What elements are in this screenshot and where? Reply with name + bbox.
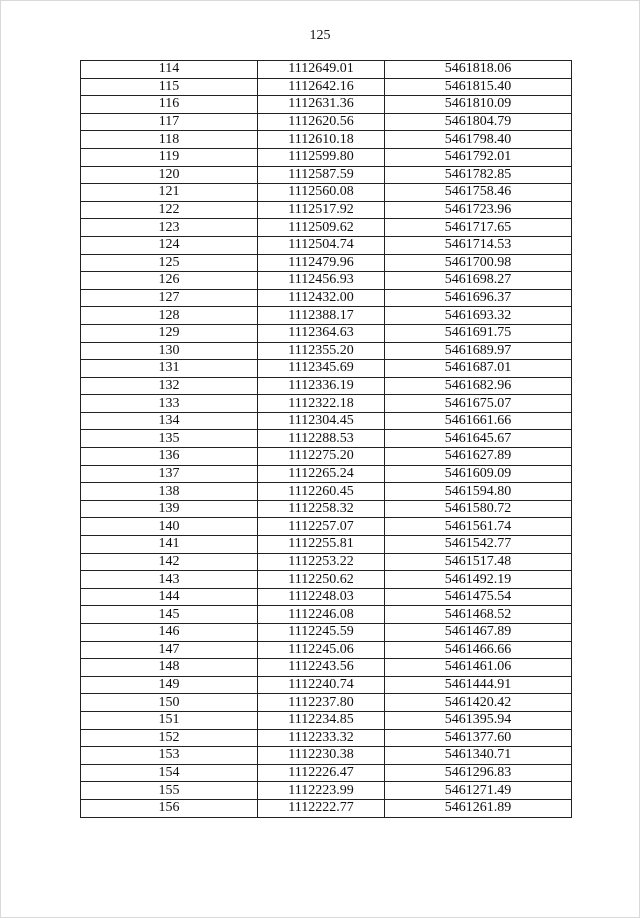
y-coordinate-cell: 5461792.01 <box>385 148 572 166</box>
y-coordinate-cell: 5461717.65 <box>385 219 572 237</box>
x-coordinate-cell: 1112649.01 <box>258 61 385 79</box>
x-coordinate-cell: 1112560.08 <box>258 184 385 202</box>
x-coordinate-cell: 1112246.08 <box>258 606 385 624</box>
y-coordinate-cell: 5461420.42 <box>385 694 572 712</box>
x-coordinate-cell: 1112234.85 <box>258 711 385 729</box>
table-row <box>81 571 572 589</box>
point-number-cell: 114 <box>81 61 258 79</box>
table-row <box>81 430 572 448</box>
x-coordinate-cell: 1112237.80 <box>258 694 385 712</box>
table-row <box>81 289 572 307</box>
point-number-cell: 121 <box>81 184 258 202</box>
y-coordinate-cell: 5461475.54 <box>385 588 572 606</box>
point-number-cell: 135 <box>81 430 258 448</box>
x-coordinate-cell: 1112245.59 <box>258 624 385 642</box>
table-row <box>81 518 572 536</box>
table-row <box>81 201 572 219</box>
table-row <box>81 377 572 395</box>
table-row <box>81 782 572 800</box>
y-coordinate-cell: 5461517.48 <box>385 553 572 571</box>
x-coordinate-cell: 1112248.03 <box>258 588 385 606</box>
table-row <box>81 272 572 290</box>
point-number-cell: 118 <box>81 131 258 149</box>
table-row <box>81 96 572 114</box>
x-coordinate-cell: 1112517.92 <box>258 201 385 219</box>
point-number-cell: 138 <box>81 483 258 501</box>
y-coordinate-cell: 5461340.71 <box>385 747 572 765</box>
point-number-cell: 156 <box>81 799 258 817</box>
y-coordinate-cell: 5461758.46 <box>385 184 572 202</box>
table-row <box>81 166 572 184</box>
table-row <box>81 61 572 79</box>
point-number-cell: 131 <box>81 360 258 378</box>
point-number-cell: 144 <box>81 588 258 606</box>
x-coordinate-cell: 1112388.17 <box>258 307 385 325</box>
y-coordinate-cell: 5461645.67 <box>385 430 572 448</box>
table-row <box>81 465 572 483</box>
y-coordinate-cell: 5461395.94 <box>385 711 572 729</box>
table-row <box>81 483 572 501</box>
y-coordinate-cell: 5461687.01 <box>385 360 572 378</box>
table-row <box>81 747 572 765</box>
point-number-cell: 150 <box>81 694 258 712</box>
y-coordinate-cell: 5461580.72 <box>385 500 572 518</box>
x-coordinate-cell: 1112233.32 <box>258 729 385 747</box>
y-coordinate-cell: 5461693.32 <box>385 307 572 325</box>
point-number-cell: 154 <box>81 764 258 782</box>
point-number-cell: 141 <box>81 536 258 554</box>
y-coordinate-cell: 5461296.83 <box>385 764 572 782</box>
table-row <box>81 500 572 518</box>
y-coordinate-cell: 5461696.37 <box>385 289 572 307</box>
x-coordinate-cell: 1112226.47 <box>258 764 385 782</box>
y-coordinate-cell: 5461594.80 <box>385 483 572 501</box>
table-row <box>81 676 572 694</box>
x-coordinate-cell: 1112253.22 <box>258 553 385 571</box>
y-coordinate-cell: 5461609.09 <box>385 465 572 483</box>
x-coordinate-cell: 1112620.56 <box>258 113 385 131</box>
x-coordinate-cell: 1112345.69 <box>258 360 385 378</box>
y-coordinate-cell: 5461700.98 <box>385 254 572 272</box>
point-number-cell: 129 <box>81 324 258 342</box>
table-row <box>81 553 572 571</box>
point-number-cell: 137 <box>81 465 258 483</box>
table-row <box>81 641 572 659</box>
y-coordinate-cell: 5461810.09 <box>385 96 572 114</box>
table-row <box>81 588 572 606</box>
y-coordinate-cell: 5461798.40 <box>385 131 572 149</box>
y-coordinate-cell: 5461815.40 <box>385 78 572 96</box>
x-coordinate-cell: 1112275.20 <box>258 448 385 466</box>
point-number-cell: 127 <box>81 289 258 307</box>
point-number-cell: 117 <box>81 113 258 131</box>
point-number-cell: 147 <box>81 641 258 659</box>
x-coordinate-cell: 1112642.16 <box>258 78 385 96</box>
coordinates-table-body <box>81 61 572 818</box>
y-coordinate-cell: 5461444.91 <box>385 676 572 694</box>
x-coordinate-cell: 1112250.62 <box>258 571 385 589</box>
x-coordinate-cell: 1112587.59 <box>258 166 385 184</box>
y-coordinate-cell: 5461461.06 <box>385 659 572 677</box>
x-coordinate-cell: 1112504.74 <box>258 236 385 254</box>
point-number-cell: 132 <box>81 377 258 395</box>
point-number-cell: 130 <box>81 342 258 360</box>
x-coordinate-cell: 1112509.62 <box>258 219 385 237</box>
x-coordinate-cell: 1112432.00 <box>258 289 385 307</box>
x-coordinate-cell: 1112223.99 <box>258 782 385 800</box>
point-number-cell: 145 <box>81 606 258 624</box>
y-coordinate-cell: 5461377.60 <box>385 729 572 747</box>
x-coordinate-cell: 1112364.63 <box>258 324 385 342</box>
x-coordinate-cell: 1112456.93 <box>258 272 385 290</box>
table-row <box>81 711 572 729</box>
y-coordinate-cell: 5461689.97 <box>385 342 572 360</box>
table-row <box>81 307 572 325</box>
x-coordinate-cell: 1112240.74 <box>258 676 385 694</box>
point-number-cell: 146 <box>81 624 258 642</box>
y-coordinate-cell: 5461542.77 <box>385 536 572 554</box>
table-row <box>81 113 572 131</box>
table-row <box>81 606 572 624</box>
x-coordinate-cell: 1112265.24 <box>258 465 385 483</box>
table-row <box>81 236 572 254</box>
y-coordinate-cell: 5461698.27 <box>385 272 572 290</box>
x-coordinate-cell: 1112258.32 <box>258 500 385 518</box>
x-coordinate-cell: 1112245.06 <box>258 641 385 659</box>
y-coordinate-cell: 5461818.06 <box>385 61 572 79</box>
y-coordinate-cell: 5461561.74 <box>385 518 572 536</box>
point-number-cell: 152 <box>81 729 258 747</box>
x-coordinate-cell: 1112336.19 <box>258 377 385 395</box>
point-number-cell: 124 <box>81 236 258 254</box>
table-row <box>81 799 572 817</box>
point-number-cell: 143 <box>81 571 258 589</box>
y-coordinate-cell: 5461492.19 <box>385 571 572 589</box>
point-number-cell: 128 <box>81 307 258 325</box>
x-coordinate-cell: 1112304.45 <box>258 412 385 430</box>
point-number-cell: 126 <box>81 272 258 290</box>
y-coordinate-cell: 5461627.89 <box>385 448 572 466</box>
point-number-cell: 122 <box>81 201 258 219</box>
table-row <box>81 412 572 430</box>
x-coordinate-cell: 1112255.81 <box>258 536 385 554</box>
y-coordinate-cell: 5461682.96 <box>385 377 572 395</box>
y-coordinate-cell: 5461804.79 <box>385 113 572 131</box>
x-coordinate-cell: 1112243.56 <box>258 659 385 677</box>
table-row <box>81 360 572 378</box>
x-coordinate-cell: 1112222.77 <box>258 799 385 817</box>
table-row <box>81 729 572 747</box>
y-coordinate-cell: 5461261.89 <box>385 799 572 817</box>
point-number-cell: 148 <box>81 659 258 677</box>
table-row <box>81 148 572 166</box>
table-row <box>81 324 572 342</box>
y-coordinate-cell: 5461271.49 <box>385 782 572 800</box>
x-coordinate-cell: 1112631.36 <box>258 96 385 114</box>
page-number: 125 <box>309 28 331 43</box>
y-coordinate-cell: 5461675.07 <box>385 395 572 413</box>
x-coordinate-cell: 1112479.96 <box>258 254 385 272</box>
point-number-cell: 116 <box>81 96 258 114</box>
y-coordinate-cell: 5461782.85 <box>385 166 572 184</box>
table-row <box>81 78 572 96</box>
table-row <box>81 219 572 237</box>
point-number-cell: 119 <box>81 148 258 166</box>
point-number-cell: 125 <box>81 254 258 272</box>
y-coordinate-cell: 5461661.66 <box>385 412 572 430</box>
point-number-cell: 149 <box>81 676 258 694</box>
table-row <box>81 536 572 554</box>
y-coordinate-cell: 5461714.53 <box>385 236 572 254</box>
point-number-cell: 139 <box>81 500 258 518</box>
table-row <box>81 184 572 202</box>
point-number-cell: 115 <box>81 78 258 96</box>
coordinates-table <box>80 60 572 818</box>
x-coordinate-cell: 1112288.53 <box>258 430 385 448</box>
point-number-cell: 123 <box>81 219 258 237</box>
table-row <box>81 395 572 413</box>
x-coordinate-cell: 1112257.07 <box>258 518 385 536</box>
point-number-cell: 140 <box>81 518 258 536</box>
point-number-cell: 134 <box>81 412 258 430</box>
point-number-cell: 155 <box>81 782 258 800</box>
point-number-cell: 142 <box>81 553 258 571</box>
y-coordinate-cell: 5461466.66 <box>385 641 572 659</box>
point-number-cell: 136 <box>81 448 258 466</box>
y-coordinate-cell: 5461467.89 <box>385 624 572 642</box>
y-coordinate-cell: 5461691.75 <box>385 324 572 342</box>
table-row <box>81 624 572 642</box>
table-row <box>81 659 572 677</box>
x-coordinate-cell: 1112230.38 <box>258 747 385 765</box>
point-number-cell: 133 <box>81 395 258 413</box>
x-coordinate-cell: 1112355.20 <box>258 342 385 360</box>
table-row <box>81 254 572 272</box>
table-row <box>81 448 572 466</box>
table-row <box>81 342 572 360</box>
x-coordinate-cell: 1112610.18 <box>258 131 385 149</box>
point-number-cell: 153 <box>81 747 258 765</box>
y-coordinate-cell: 5461468.52 <box>385 606 572 624</box>
table-row <box>81 764 572 782</box>
x-coordinate-cell: 1112322.18 <box>258 395 385 413</box>
point-number-cell: 120 <box>81 166 258 184</box>
point-number-cell: 151 <box>81 711 258 729</box>
table-row <box>81 131 572 149</box>
table-row <box>81 694 572 712</box>
x-coordinate-cell: 1112599.80 <box>258 148 385 166</box>
y-coordinate-cell: 5461723.96 <box>385 201 572 219</box>
x-coordinate-cell: 1112260.45 <box>258 483 385 501</box>
